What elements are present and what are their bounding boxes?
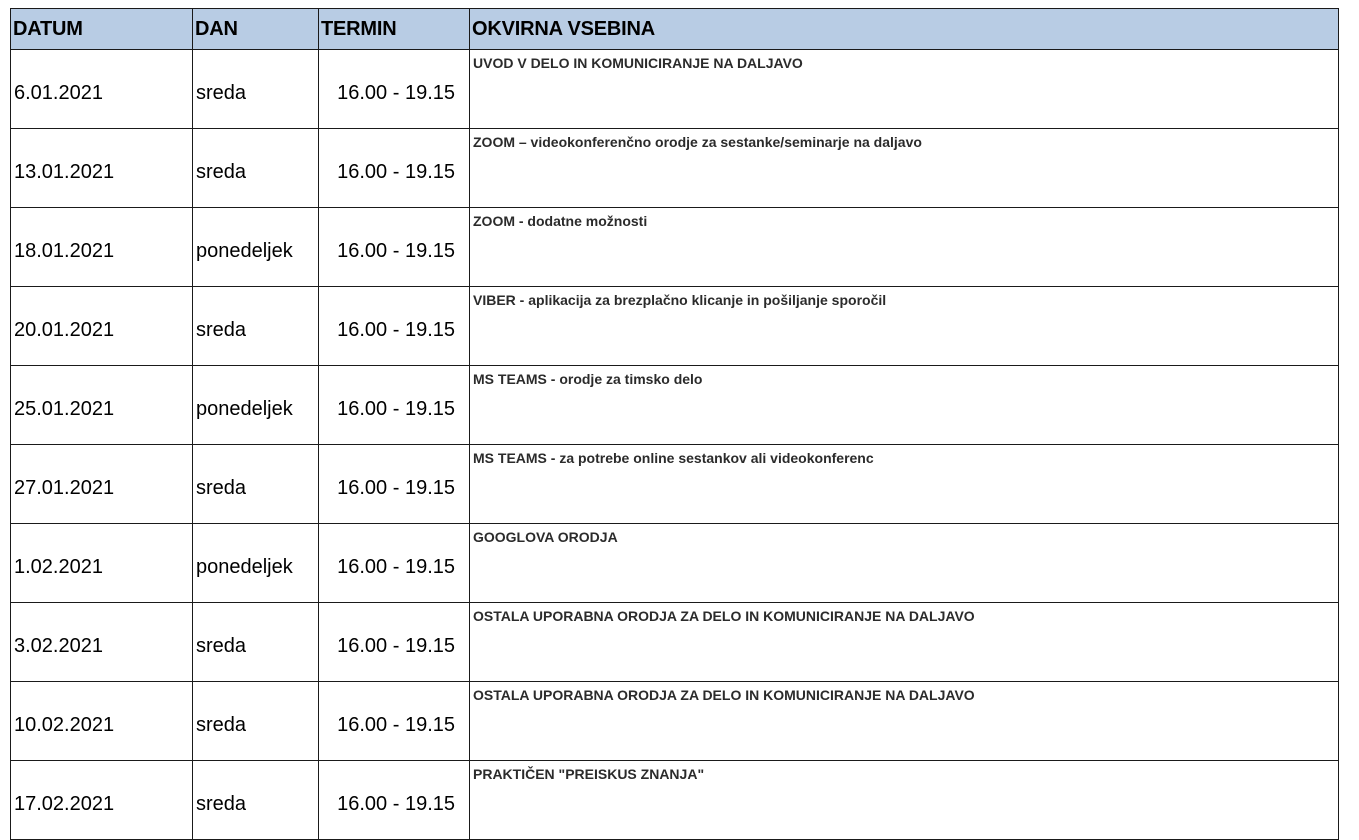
cell-date: 18.01.2021 — [11, 208, 193, 287]
cell-topic: VIBER - aplikacija za brezplačno klicanje in pošiljanje sporočil — [470, 287, 1339, 366]
cell-day: sreda — [193, 50, 319, 129]
cell-date: 27.01.2021 — [11, 445, 193, 524]
cell-time: 16.00 - 19.15 — [319, 682, 470, 761]
cell-time: 16.00 - 19.15 — [319, 208, 470, 287]
cell-topic: MS TEAMS - za potrebe online sestankov ali videokonferenc — [470, 445, 1339, 524]
cell-time: 16.00 - 19.15 — [319, 603, 470, 682]
cell-date: 1.02.2021 — [11, 524, 193, 603]
table-row — [11, 445, 1339, 524]
cell-time: 16.00 - 19.15 — [319, 50, 470, 129]
cell-topic: PRAKTIČEN "PREISKUS ZNANJA" — [470, 761, 1339, 840]
table-row — [11, 287, 1339, 366]
cell-date: 6.01.2021 — [11, 50, 193, 129]
table-row — [11, 208, 1339, 287]
cell-time: 16.00 - 19.15 — [319, 129, 470, 208]
cell-day: ponedeljek — [193, 524, 319, 603]
table-row — [11, 366, 1339, 445]
cell-day: ponedeljek — [193, 208, 319, 287]
table-row — [11, 524, 1339, 603]
cell-day: sreda — [193, 761, 319, 840]
table-header — [11, 9, 1339, 50]
cell-date: 3.02.2021 — [11, 603, 193, 682]
cell-topic: UVOD V DELO IN KOMUNICIRANJE NA DALJAVO — [470, 50, 1339, 129]
cell-day: sreda — [193, 129, 319, 208]
header-row — [11, 9, 1339, 50]
cell-time: 16.00 - 19.15 — [319, 287, 470, 366]
cell-day: sreda — [193, 682, 319, 761]
cell-date: 13.01.2021 — [11, 129, 193, 208]
cell-date: 20.01.2021 — [11, 287, 193, 366]
table-body — [11, 50, 1339, 840]
header-dan: DAN — [193, 9, 319, 50]
header-termin: TERMIN — [319, 9, 470, 50]
cell-topic: GOOGLOVA ORODJA — [470, 524, 1339, 603]
cell-day: sreda — [193, 445, 319, 524]
cell-topic: OSTALA UPORABNA ORODJA ZA DELO IN KOMUNICIRANJE NA DALJAVO — [470, 682, 1339, 761]
cell-topic: OSTALA UPORABNA ORODJA ZA DELO IN KOMUNICIRANJE NA DALJAVO — [470, 603, 1339, 682]
cell-day: sreda — [193, 287, 319, 366]
cell-time: 16.00 - 19.15 — [319, 524, 470, 603]
table-row — [11, 682, 1339, 761]
cell-topic: MS TEAMS - orodje za timsko delo — [470, 366, 1339, 445]
cell-topic: ZOOM - dodatne možnosti — [470, 208, 1339, 287]
cell-date: 17.02.2021 — [11, 761, 193, 840]
schedule-table — [10, 8, 1339, 840]
cell-time: 16.00 - 19.15 — [319, 366, 470, 445]
cell-date: 25.01.2021 — [11, 366, 193, 445]
cell-time: 16.00 - 19.15 — [319, 761, 470, 840]
header-okvirna-vsebina: OKVIRNA VSEBINA — [470, 9, 1339, 50]
header-datum: DATUM — [11, 9, 193, 50]
cell-time: 16.00 - 19.15 — [319, 445, 470, 524]
table-row — [11, 761, 1339, 840]
table-row — [11, 603, 1339, 682]
table-row — [11, 129, 1339, 208]
cell-day: sreda — [193, 603, 319, 682]
cell-date: 10.02.2021 — [11, 682, 193, 761]
cell-topic: ZOOM – videokonferenčno orodje za sestanke/seminarje na daljavo — [470, 129, 1339, 208]
cell-day: ponedeljek — [193, 366, 319, 445]
table-row — [11, 50, 1339, 129]
